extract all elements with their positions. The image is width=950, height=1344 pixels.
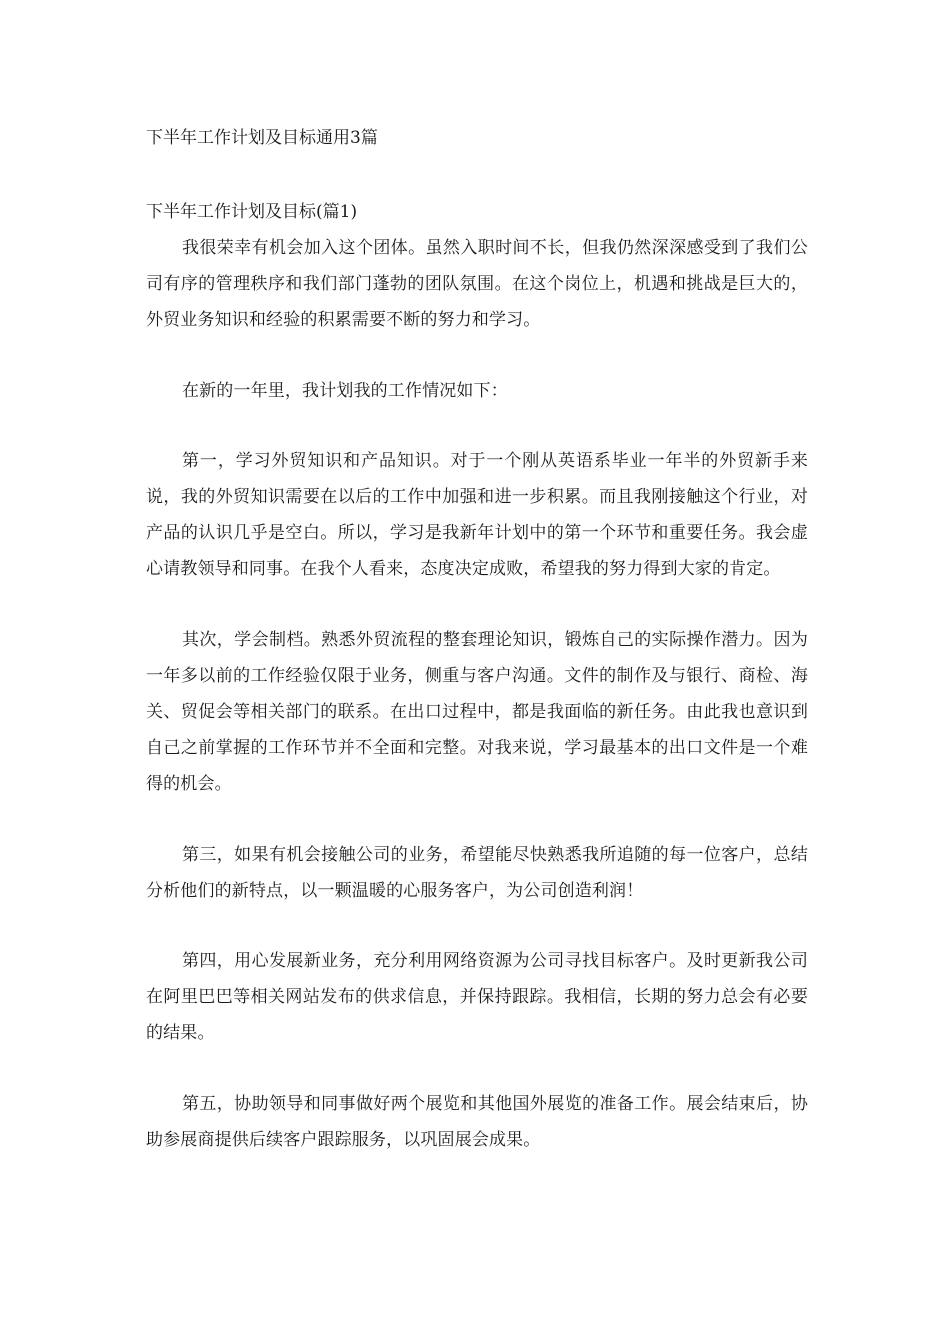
paragraph-second: 其次，学会制档。熟悉外贸流程的整套理论知识，锻炼自己的实际操作潜力。因为一年多以前的工作经验仅限于业务，侧重与客户沟通。文件的制作及与银行、商检、海关、贸促会等相关部门的联系。在出口过程中，都是我面临的新任务。由此我也意识到自己之前掌握的工作环节并不全面和完整。对我来说，学习最基本的出口文件是一个难得的机会。 — [146, 629, 808, 795]
document-title: 下半年工作计划及目标通用3篇 — [146, 128, 378, 148]
paragraph-fourth: 第四，用心发展新业务，充分利用网络资源为公司寻找目标客户。及时更新我公司在阿里巴巴等相关网站发布的供求信息，并保持跟踪。我相信，长期的努力总会有必要的结果。 — [146, 951, 808, 1044]
paragraph-fifth: 第五，协助领导和同事做好两个展览和其他国外展览的准备工作。展会结束后，协助参展商提供后续客户跟踪服务，以巩固展会成果。 — [146, 1093, 808, 1150]
document-body — [146, 230, 808, 1192]
section-title: 下半年工作计划及目标(篇1) — [146, 202, 358, 222]
paragraph-intro: 我很荣幸有机会加入这个团体。虽然入职时间不长，但我仍然深深感受到了我们公司有序的管理秩序和我们部门蓬勃的团队氛围。在这个岗位上，机遇和挑战是巨大的，外贸业务知识和经验的积累需要不断的努力和学习。 — [146, 238, 808, 331]
paragraph-third: 第三，如果有机会接触公司的业务，希望能尽快熟悉我所追随的每一位客户，总结分析他们的新特点，以一颗温暖的心服务客户，为公司创造利润！ — [146, 844, 808, 901]
paragraph-plan-lead: 在新的一年里，我计划我的工作情况如下： — [182, 380, 508, 401]
paragraph-first: 第一，学习外贸知识和产品知识。对于一个刚从英语系毕业一年半的外贸新手来说，我的外贸知识需要在以后的工作中加强和进一步积累。而且我刚接触这个行业，对产品的认识几乎是空白。所以，学习是我新年计划中的第一个环节和重要任务。我会虚心请教领导和同事。在我个人看来，态度决定成败，希望我的努力得到大家的肯定。 — [146, 450, 808, 580]
